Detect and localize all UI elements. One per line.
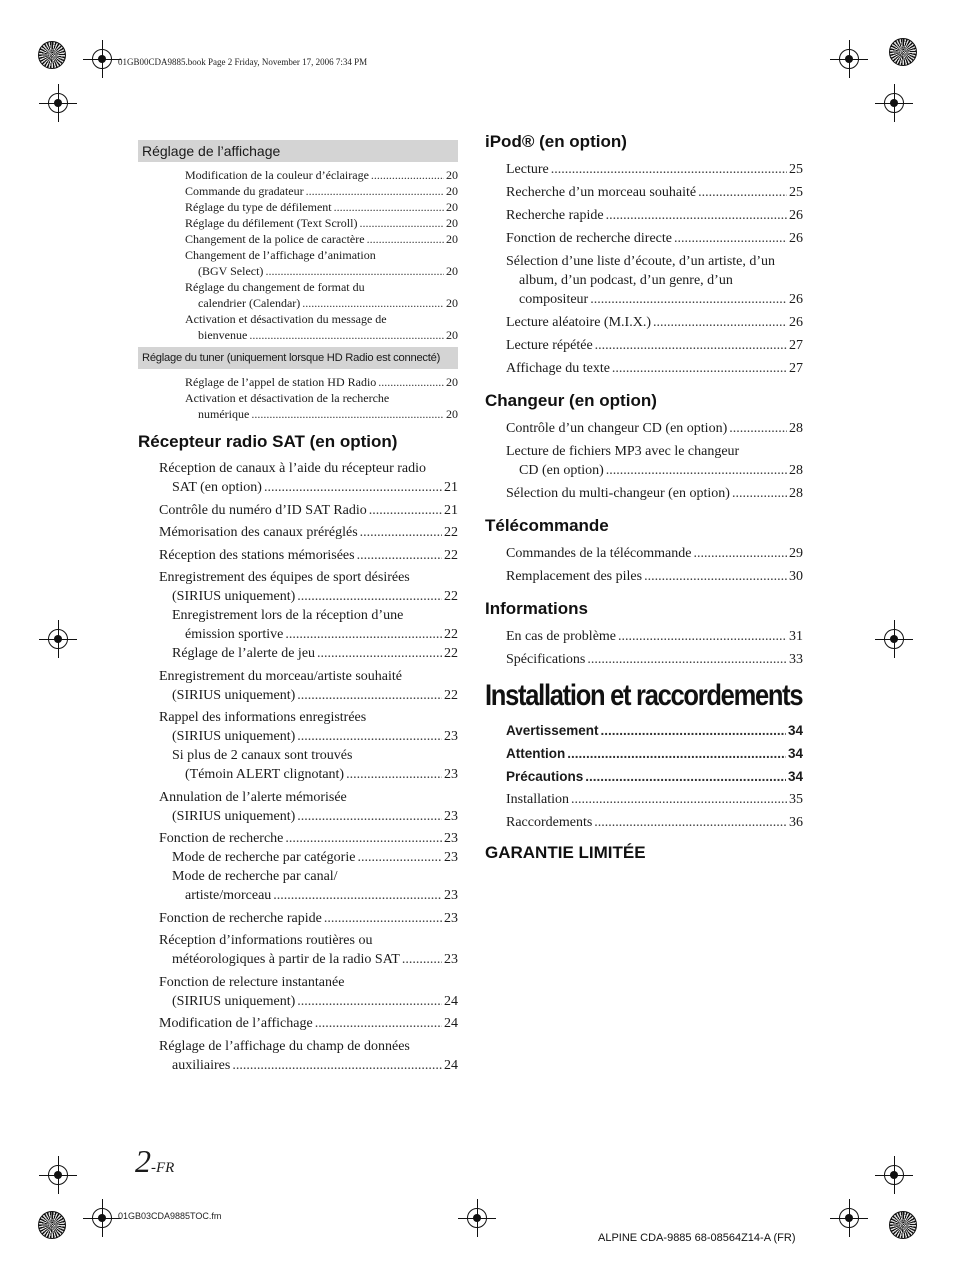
toc-entry[interactable]: Modification de la couleur d’éclairage ..... 20 [185,167,458,183]
toc-entry[interactable]: Activation et désactivation de la recherche numérique ..... 20 [185,390,458,422]
toc-entry[interactable]: Lecture aléatoire (M.I.X.) ..... 26 [506,313,803,332]
toc-entry[interactable]: Réglage de l’affichage du champ de données auxiliaires ..... 24 [159,1037,458,1075]
toc-entry[interactable]: Réglage de l’appel de station HD Radio ..... 20 [185,374,458,390]
toc-entry[interactable]: Fonction de recherche directe ..... 26 [506,229,803,248]
toc-entry[interactable]: Spécifications ..... 33 [506,650,803,669]
toc-entry[interactable]: Réception des stations mémorisées ..... 22 [159,546,458,565]
registration-mark-icon [90,47,114,71]
toc-entry[interactable]: Lecture ..... 25 [506,160,803,179]
footer-model: ALPINE CDA-9885 68-08564Z14-A (FR) [598,1232,796,1244]
section-title-ipod: iPod® (en option) [485,132,627,151]
chapter-title-installation: Installation et raccordements [485,679,803,712]
toc-left-column [138,140,458,1078]
toc-entry[interactable]: Enregistrement lors de la réception d’une émission sportive ..... 22 [159,606,458,644]
footer-file-name: 01GB03CDA9885TOC.fm [118,1211,222,1221]
toc-entry[interactable]: Précautions ..... 34 [506,767,803,786]
page-number: 2-FR [135,1143,175,1179]
subsection-bar-tuner: Réglage du tuner (uniquement lorsque HD Radio est connecté) [138,347,458,369]
toc-right-column [485,131,803,864]
print-header: 01GB00CDA9885.book Page 2 Friday, November 17, 2006 7:34 PM [118,57,368,67]
toc-entry[interactable]: Réception d’informations routières ou météorologiques à partir de la radio SAT ..... 23 [159,931,458,969]
color-target-top-right-icon [889,38,917,66]
toc-entry[interactable]: Affichage du texte ..... 27 [506,359,803,378]
telecommande-entries [485,544,803,586]
toc-entry[interactable]: En cas de problème ..... 31 [506,627,803,646]
toc-entry[interactable]: Lecture de fichiers MP3 avec le changeur CD (en option) ..... 28 [506,442,803,480]
toc-entry[interactable]: Recherche d’un morceau souhaité ..... 25 [506,183,803,202]
toc-entry[interactable]: Raccordements ..... 36 [506,813,803,832]
registration-mark-icon [46,1163,70,1187]
informations-entries [485,627,803,669]
color-target-top-left-icon [38,41,66,69]
registration-mark-icon [882,1163,906,1187]
toc-entry[interactable]: Contrôle d’un changeur CD (en option) ..... 28 [506,419,803,438]
section-title-changeur: Changeur (en option) [485,391,657,410]
changeur-entries [485,419,803,503]
color-target-bottom-left-icon [38,1211,66,1239]
toc-entry[interactable]: Sélection d’une liste d’écoute, d’un artiste, d’un album, d’un podcast, d’un genre, d’un compositeur ..... 26 [506,252,803,309]
toc-entry[interactable]: Réglage du changement de format du calendrier (Calendar) ..... 20 [185,279,458,311]
section-title-telecommande: Télécommande [485,516,609,535]
toc-entry[interactable]: Fonction de relecture instantanée (SIRIUS uniquement) ..... 24 [159,973,458,1011]
toc-entry[interactable]: Réglage du défilement (Text Scroll) ..... 20 [185,215,458,231]
registration-mark-icon [465,1206,489,1230]
registration-mark-icon [882,91,906,115]
toc-entry[interactable]: Changement de la police de caractère ..... 20 [185,231,458,247]
toc-entry[interactable]: Si plus de 2 canaux sont trouvés (Témoin ALERT clignotant) ..... 23 [159,746,458,784]
registration-mark-icon [46,91,70,115]
section-title-informations: Informations [485,599,588,618]
registration-mark-icon [837,47,861,71]
registration-mark-icon [90,1206,114,1230]
toc-entry[interactable]: Réception de canaux à l’aide du récepteur radio SAT (en option) ..... 21 [159,459,458,497]
toc-entry[interactable]: Activation et désactivation du message de bienvenue ..... 20 [185,311,458,343]
toc-entry[interactable]: Installation ..... 35 [506,790,803,809]
affichage-entries [138,167,458,343]
toc-entry[interactable]: Mode de recherche par catégorie ..... 23 [159,848,458,867]
toc-entry[interactable]: Contrôle du numéro d’ID SAT Radio ..... 21 [159,501,458,520]
sat-radio-entries [138,459,458,1075]
toc-entry[interactable]: Remplacement des piles ..... 30 [506,567,803,586]
toc-entry[interactable]: Fonction de recherche ..... 23 [159,829,458,848]
toc-entry[interactable]: Sélection du multi-changeur (en option) ..... 28 [506,484,803,503]
registration-mark-icon [837,1206,861,1230]
toc-entry[interactable]: Commandes de la télécommande ..... 29 [506,544,803,563]
subsection-bar-affichage: Réglage de l’affichage [138,140,458,162]
color-target-bottom-right-icon [889,1211,917,1239]
installation-entries [485,721,803,832]
toc-entry[interactable]: Lecture répétée ..... 27 [506,336,803,355]
toc-entry[interactable]: Modification de l’affichage ..... 24 [159,1014,458,1033]
toc-entry[interactable]: Fonction de recherche rapide ..... 23 [159,909,458,928]
toc-entry[interactable]: Avertissement ..... 34 [506,721,803,740]
registration-mark-icon [882,627,906,651]
section-title-garantie: GARANTIE LIMITÉE [485,843,646,862]
section-title-sat-radio: Récepteur radio SAT (en option) [138,432,398,451]
toc-entry[interactable]: Mémorisation des canaux préréglés ..... 22 [159,523,458,542]
toc-entry[interactable]: Mode de recherche par canal/ artiste/morceau ..... 23 [159,867,458,905]
toc-entry[interactable]: Recherche rapide ..... 26 [506,206,803,225]
toc-entry[interactable]: Réglage du type de défilement ..... 20 [185,199,458,215]
toc-entry[interactable]: Attention ..... 34 [506,744,803,763]
toc-entry[interactable]: Commande du gradateur ..... 20 [185,183,458,199]
toc-entry[interactable]: Enregistrement du morceau/artiste souhaité (SIRIUS uniquement) ..... 22 [159,667,458,705]
tuner-entries [138,374,458,422]
toc-entry[interactable]: Rappel des informations enregistrées (SIRIUS uniquement) ..... 23 [159,708,458,746]
toc-entry[interactable]: Changement de l’affichage d’animation (BGV Select) ..... 20 [185,247,458,279]
toc-entry[interactable]: Enregistrement des équipes de sport désirées (SIRIUS uniquement) ..... 22 [159,568,458,606]
toc-entry[interactable]: Réglage de l’alerte de jeu ..... 22 [159,644,458,663]
ipod-entries [485,160,803,378]
toc-entry[interactable]: Annulation de l’alerte mémorisée (SIRIUS uniquement) ..... 23 [159,788,458,826]
registration-mark-icon [46,627,70,651]
